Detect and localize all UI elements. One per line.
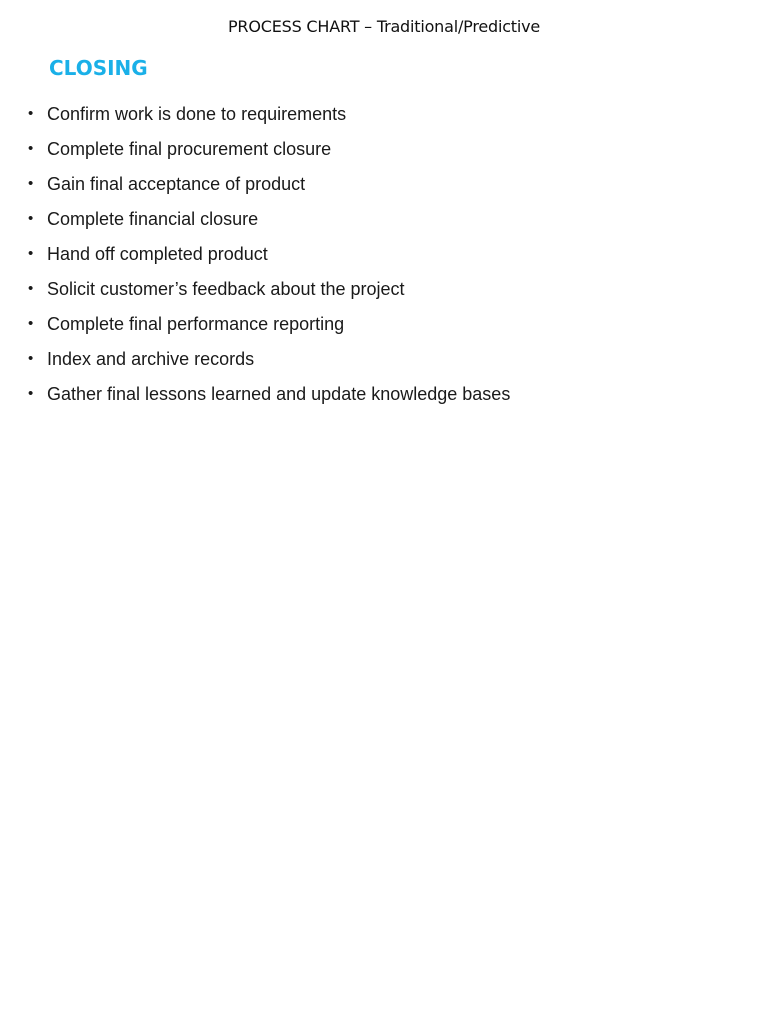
closing-bullet-list xyxy=(0,100,740,415)
list-item-text: Complete final procurement closure xyxy=(47,139,332,159)
list-item xyxy=(0,205,740,240)
list-item xyxy=(0,135,740,170)
section-title: CLOSING xyxy=(49,56,148,80)
list-item-text: Solicit customer’s feedback about the project xyxy=(47,279,405,299)
page-header-title: PROCESS CHART – Traditional/Predictive xyxy=(227,17,541,36)
bullet-icon: • xyxy=(28,350,34,367)
list-item xyxy=(0,345,740,380)
list-item-text: Gather final lessons learned and update knowledge bases xyxy=(47,384,511,404)
list-item-text: Complete final performance reporting xyxy=(47,314,345,334)
list-item-text: Gain final acceptance of product xyxy=(47,174,306,194)
list-item xyxy=(0,275,740,310)
list-item-text: Complete financial closure xyxy=(47,209,259,229)
bullet-icon: • xyxy=(28,315,34,332)
bullet-icon: • xyxy=(28,385,34,402)
bullet-icon: • xyxy=(28,210,34,227)
list-item xyxy=(0,100,740,135)
list-item xyxy=(0,380,740,415)
bullet-icon: • xyxy=(28,280,34,297)
list-item-text: Confirm work is done to requirements xyxy=(47,104,347,124)
bullet-icon: • xyxy=(28,175,34,192)
list-item xyxy=(0,310,740,345)
bullet-icon: • xyxy=(28,245,34,262)
list-item xyxy=(0,240,740,275)
list-item-text: Hand off completed product xyxy=(47,244,268,264)
bullet-icon: • xyxy=(28,105,34,122)
list-item xyxy=(0,170,740,205)
bullet-icon: • xyxy=(28,140,34,157)
list-item-text: Index and archive records xyxy=(47,349,255,369)
